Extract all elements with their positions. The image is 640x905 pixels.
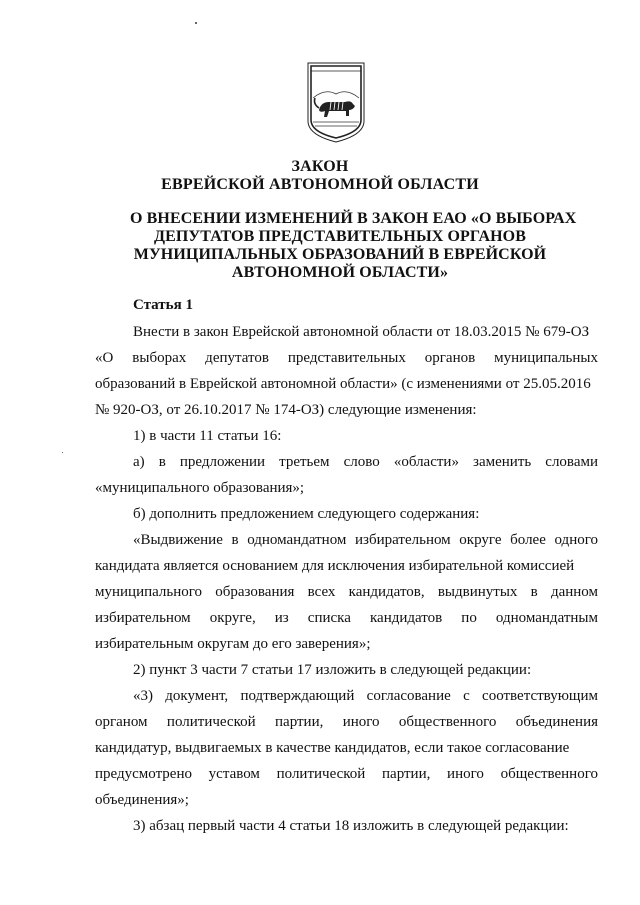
subject-title-line: АВТОНОМНОЙ ОБЛАСТИ»: [231, 264, 449, 281]
body-line: органом политической партии, иного общественного объединения: [95, 714, 598, 730]
scan-speck: [62, 452, 63, 453]
body-line: образований в Еврейской автономной области» (с изменениями от 25.05.2016: [95, 376, 591, 392]
body-line: «Выдвижение в одномандатном избирательном округе более одного: [133, 532, 598, 548]
body-line: предусмотрено уставом политической партии, иного общественного: [95, 766, 598, 782]
body-line: муниципального образования всех кандидатов, выдвинутых в данном: [95, 584, 598, 600]
body-line: а) в предложении третьем слово «области» заменить словами: [133, 454, 598, 470]
body-line: кандидатур, выдвигаемых в качестве кандидатов, если такое согласование: [95, 740, 570, 756]
body-line: № 920-ОЗ, от 26.10.2017 № 174-ОЗ) следующие изменения:: [95, 402, 477, 418]
body-line: Внести в закон Еврейской автономной области от 18.03.2015 № 679-ОЗ: [133, 324, 590, 340]
body-line: объединения»;: [95, 792, 189, 808]
law-title-line: ЗАКОН: [291, 158, 349, 175]
scan-speck: [195, 22, 197, 24]
body-line: кандидата является основанием для исключения избирательной комиссией: [95, 558, 575, 574]
body-line: 2) пункт 3 части 7 статьи 17 изложить в следующей редакции:: [133, 662, 532, 678]
subject-title-line: ДЕПУТАТОВ ПРЕДСТАВИТЕЛЬНЫХ ОРГАНОВ: [154, 228, 526, 245]
body-line: «3) документ, подтверждающий согласование с соответствующим: [133, 688, 598, 704]
subject-title-line: МУНИЦИПАЛЬНЫХ ОБРАЗОВАНИЙ В ЕВРЕЙСКОЙ: [133, 246, 547, 263]
article-heading: Статья 1: [133, 297, 193, 313]
coat-of-arms-tiger-icon: [305, 58, 367, 144]
body-line: избирательном округе, из списка кандидатов по одномандатным: [95, 610, 598, 626]
body-line: 1) в части 11 статьи 16:: [133, 428, 282, 444]
subject-title: [130, 210, 577, 282]
body-line: 3) абзац первый части 4 статьи 18 изложить в следующей редакции:: [133, 818, 569, 834]
law-title: [0, 158, 640, 194]
body-line: «О выборах депутатов представительных органов муниципальных: [95, 350, 598, 366]
body-line: б) дополнить предложением следующего содержания:: [133, 506, 480, 522]
body-line: избирательным округам до его заверения»;: [95, 636, 371, 652]
subject-title-line: О ВНЕСЕНИИ ИЗМЕНЕНИЙ В ЗАКОН ЕАО «О ВЫБОРАХ: [130, 210, 577, 227]
body-line: «муниципального образования»;: [95, 480, 305, 496]
law-title-line: ЕВРЕЙСКОЙ АВТОНОМНОЙ ОБЛАСТИ: [161, 176, 479, 193]
